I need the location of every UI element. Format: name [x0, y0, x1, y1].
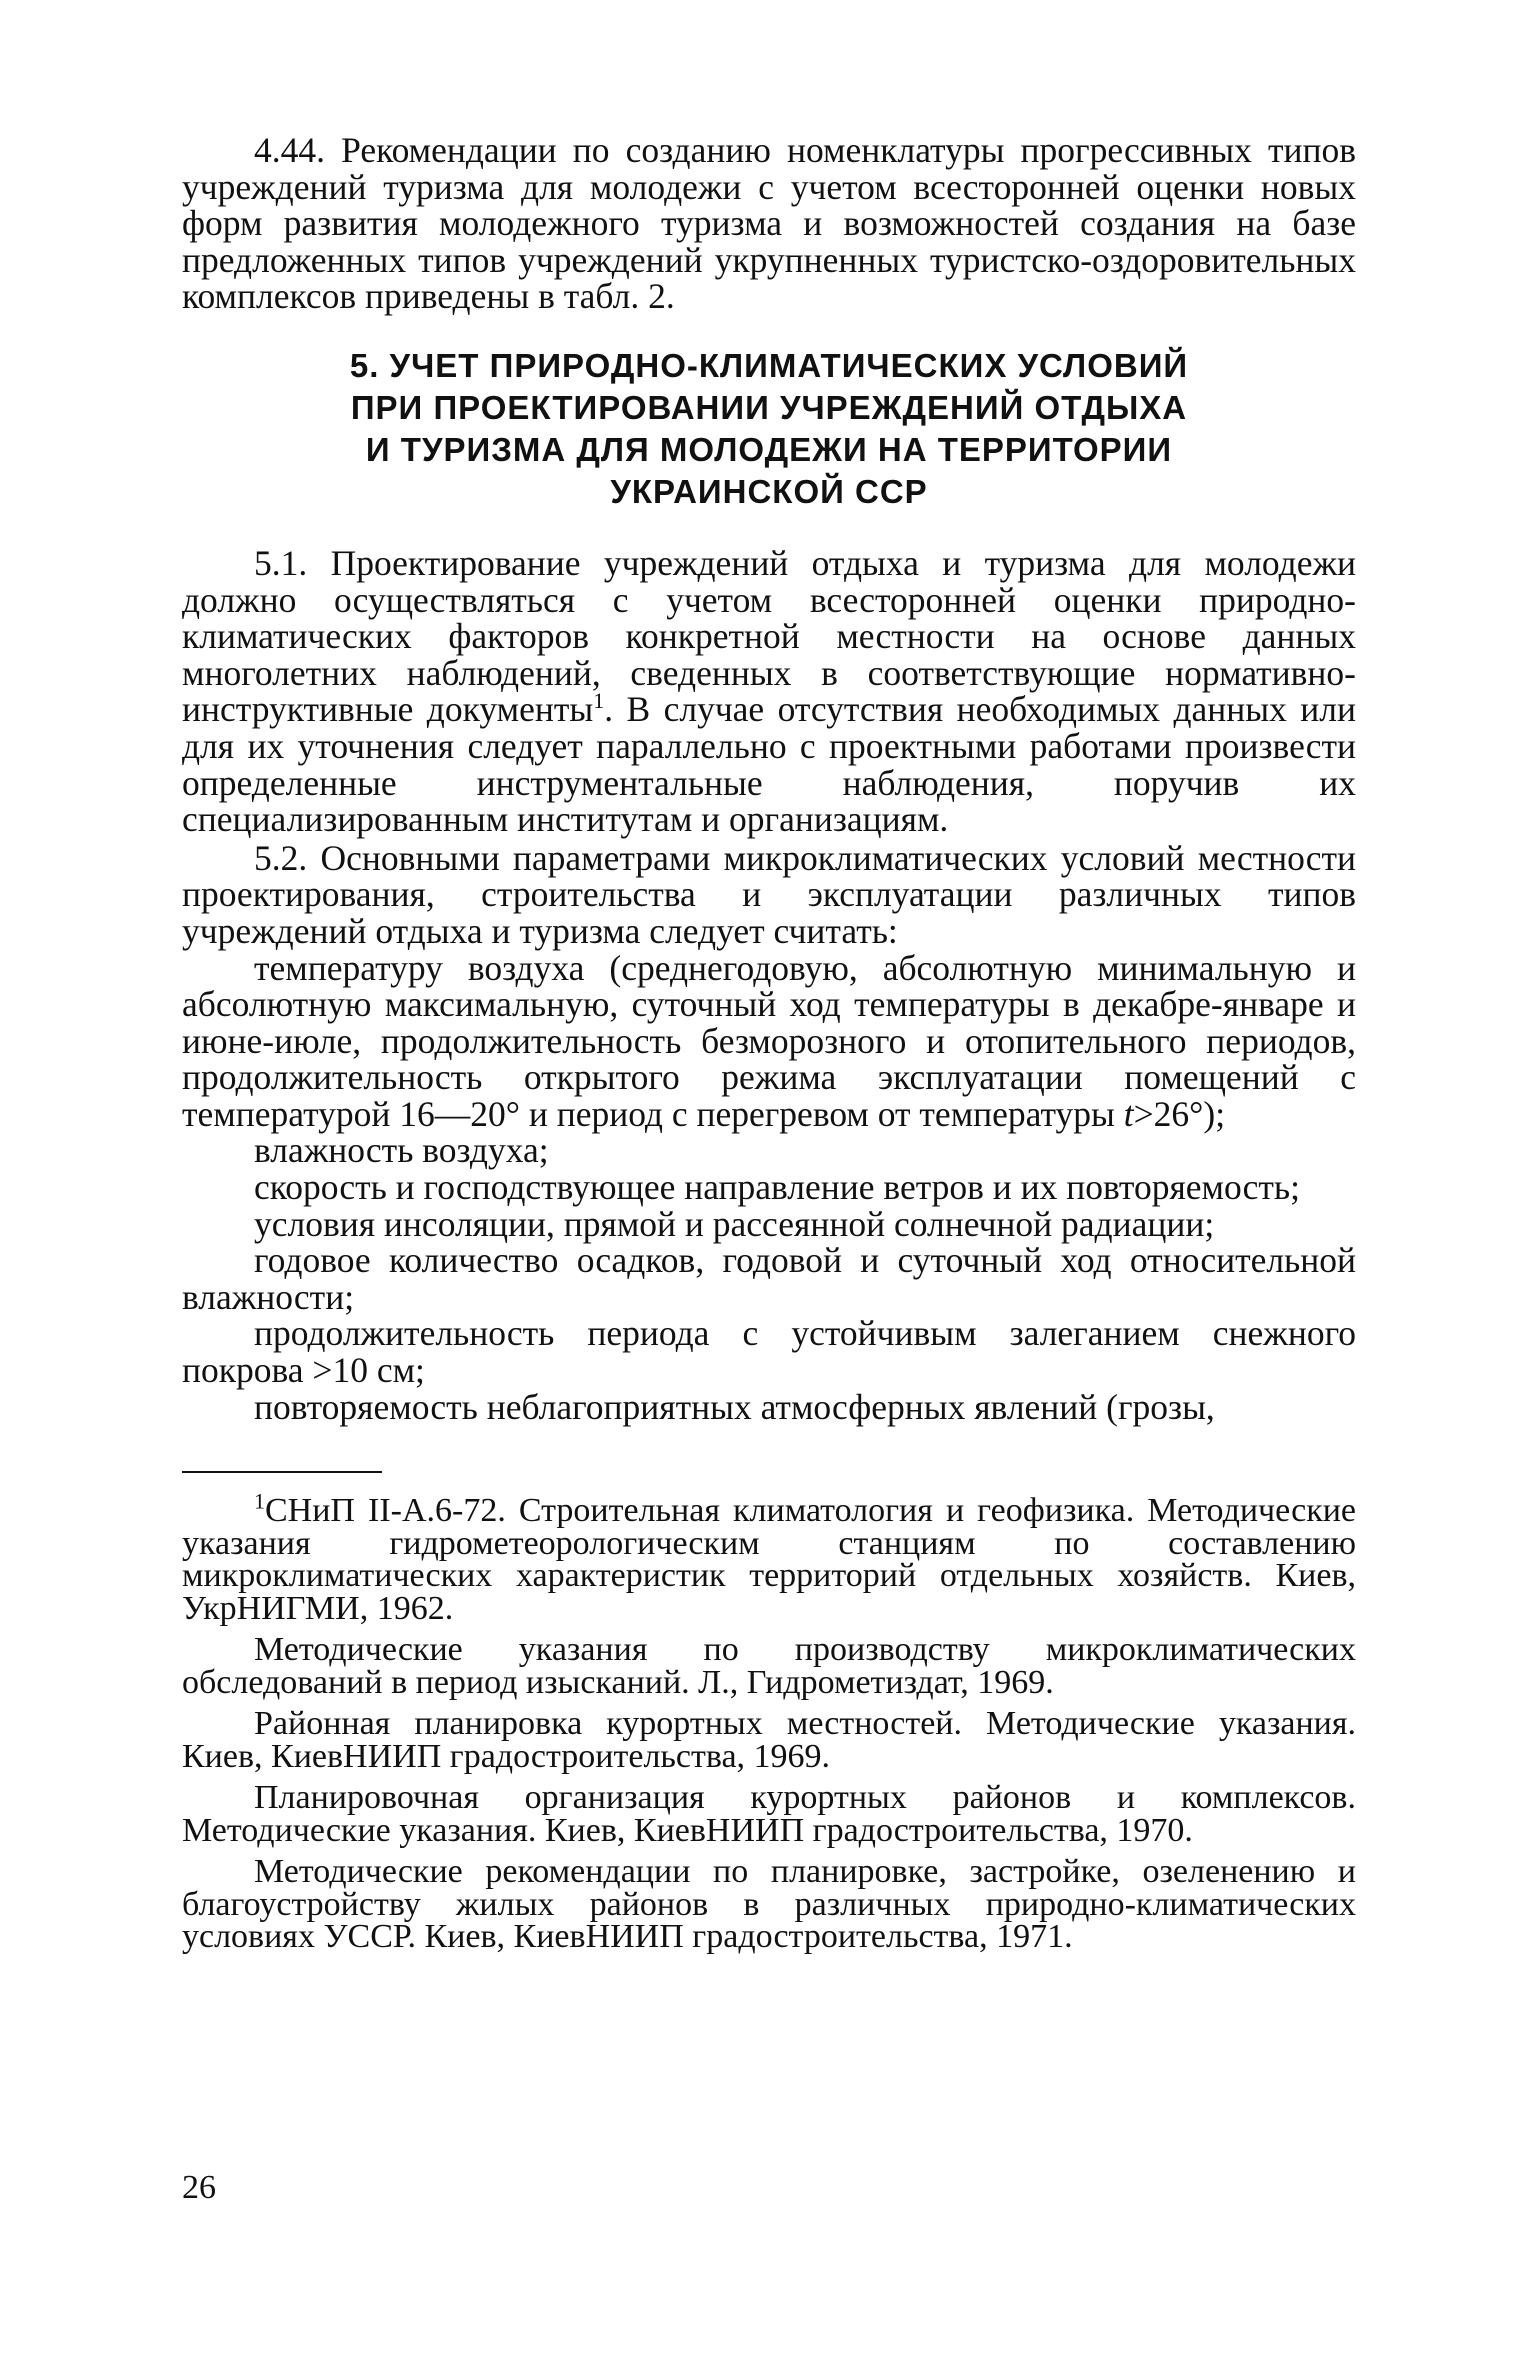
heading-line-2: ПРИ ПРОЕКТИРОВАНИИ УЧРЕЖДЕНИЙ ОТДЫХА	[350, 388, 1188, 426]
paragraph-text: Рекомендации по созданию номенклатуры прогрессивных типов учреждений туризма для молодежи с учетом всесторонней оценки новых форм развития молодежного туризма и возможностей создания на базе предложенных типов учреждений укрупненных туристско-оздоровительных комплексов приведены в табл. 2.	[182, 130, 1356, 317]
paragraph-number: 5.1.	[254, 542, 308, 583]
paragraph-5-2	[182, 837, 1356, 951]
page-number: 26	[182, 2169, 216, 2206]
paragraph-4-44	[182, 132, 1356, 315]
list-item-humidity: влажность воздуха;	[254, 1130, 549, 1171]
heading-line-1: 5. УЧЕТ ПРИРОДНО-КЛИМАТИЧЕСКИХ УСЛОВИЙ	[349, 346, 1189, 384]
list-item-snow: продолжительность периода с устойчивым залеганием снежного покрова >10 см;	[182, 1313, 1356, 1391]
heading-line-4: УКРАИНСКОЙ ССР	[610, 472, 928, 510]
temperature-symbol: t	[1123, 1093, 1134, 1134]
list-item-precipitation: годовое количество осадков, годовой и суточный ход относительной влажности;	[182, 1240, 1356, 1317]
list-item-text: температуру воздуха (среднегодовую, абсолютную минимальную и абсолютную максимальную, суточный ход температуры в декабре-январе и июне-июле, продолжительность безморозного и отопительного периодов, продолжительность открытого режима эксплуатации помещений с температурой 16—20° и период с перегревом от температуры	[182, 947, 1356, 1134]
footnote-4: Планировочная организация курортных районов и комплексов. Методические указания. Киев, КиевНИИП градостроительства, 1970.	[182, 1779, 1356, 1849]
heading-line-3: И ТУРИЗМА ДЛЯ МОЛОДЕЖИ НА ТЕРРИТОРИИ	[365, 430, 1173, 468]
footnote-text: СНиП II-А.6-72. Строительная климатология и геофизика. Методические указания гидрометеорологическим станциям по составлению микроклиматических характеристик территорий отдельных хозяйств. Киев, УкрНИГМИ, 1962.	[182, 1492, 1356, 1627]
paragraph-text: Основными параметрами микроклиматических условий местности проектирования, строительства и эксплуатации различных типов учреждений отдыха и туризма следует считать:	[182, 837, 1356, 951]
footnote-1	[182, 1488, 1356, 1627]
footnote-reference: 1	[593, 688, 605, 714]
footnote-marker: 1	[254, 1488, 265, 1514]
list-item-text-end: >26°);	[1133, 1093, 1226, 1134]
footnote-5: Методические рекомендации по планировке, застройке, озеленению и благоустройству жилых районов в различных природно-климатических условиях УССР. Киев, КиевНИИП градостроительства, 1971.	[182, 1853, 1356, 1956]
list-item-weather-events: повторяемость неблагоприятных атмосферных явлений (грозы,	[254, 1386, 1215, 1427]
paragraph-number: 5.2.	[254, 837, 308, 878]
footnote-2: Методические указания по производству микроклиматических обследований в период изысканий. Л., Гидрометиздат, 1969.	[182, 1631, 1356, 1701]
list-item-wind: скорость и господствующее направление ветров и их повторяемость;	[254, 1167, 1300, 1208]
paragraph-number: 4.44.	[254, 130, 325, 170]
paragraph-text: Проектирование учреждений отдыха и туризма для молодежи должно осуществляться с учетом всесторонней оценки природно-климатических факторов конкретной местности на основе данных многолетних наблюдений, сведенных в соответствующие нормативно-инструктивные документы	[182, 542, 1356, 730]
list-item-temperature	[182, 947, 1356, 1134]
list-item-insolation: условия инсоляции, прямой и рассеянной солнечной радиации;	[254, 1203, 1215, 1244]
paragraph-text-cont: . В случае отсутствия необходимых данных или для их уточнения следует параллельно с проектными работами произвести определенные инструментальные наблюдения, поручив их специализированным институтам и организациям.	[182, 689, 1356, 840]
footnote-3: Районная планировка курортных местностей. Методические указания. Киев, КиевНИИП градостроительства, 1969.	[182, 1705, 1356, 1775]
section-heading	[182, 345, 1356, 513]
paragraph-5-1	[182, 542, 1356, 840]
footnote-divider	[182, 1471, 382, 1473]
